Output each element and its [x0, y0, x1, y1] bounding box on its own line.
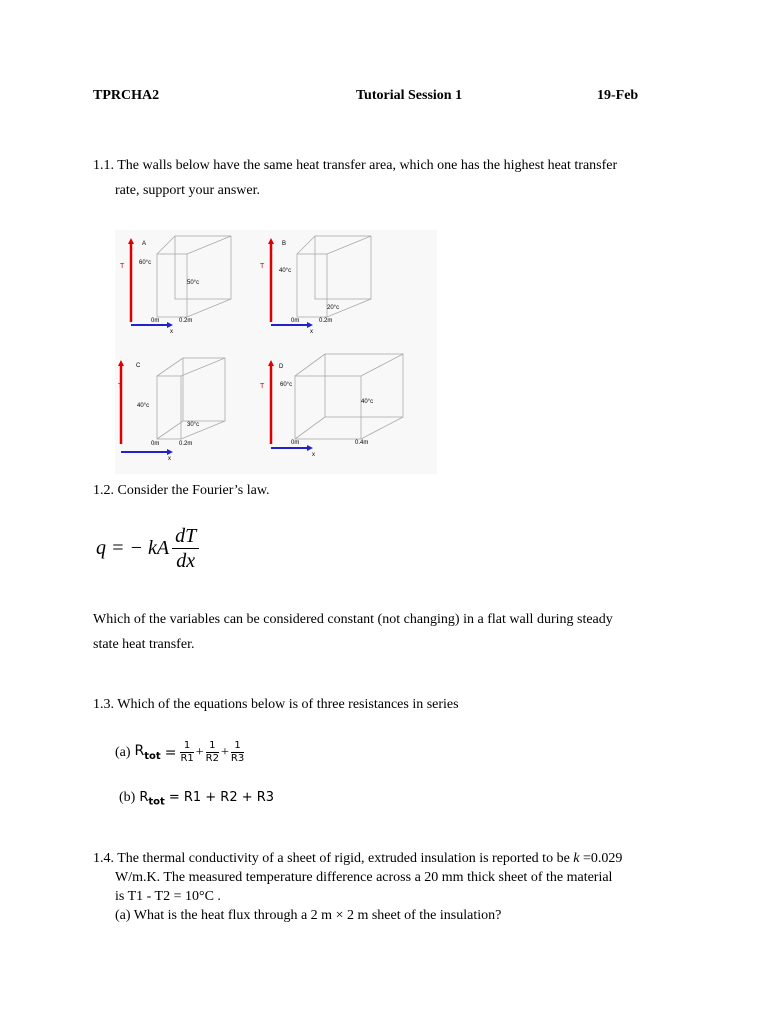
fourier-law-formula: [96, 524, 199, 573]
x-start: 0m: [151, 441, 160, 447]
rtot-symbol: $R_{tot}$: [134, 743, 161, 762]
question-1-1-line1: 1.1. The walls below have the same heat transfer area, which one has the highest heat transfer: [93, 158, 618, 173]
question-1-2: 1.2. Consider the Fourier’s law.: [93, 483, 270, 498]
temp-left: 40°c: [137, 403, 150, 409]
t-axis-label: T: [260, 383, 265, 390]
option-b-equation: [119, 790, 274, 808]
formula-numerator: dT: [172, 524, 199, 549]
wall-label: D: [279, 364, 284, 370]
x-axis-label: x: [312, 452, 315, 458]
x-axis-label: x: [168, 456, 171, 462]
temp-right: 40°c: [361, 399, 374, 405]
option-a-label: (a): [115, 744, 131, 760]
x-end: 0.4m: [355, 440, 369, 446]
formula-lhs: q = − kA: [96, 537, 170, 559]
option-a-equation: [115, 740, 244, 765]
plus-sign: +: [195, 744, 204, 760]
t-axis-label: T: [120, 263, 125, 270]
temp-right: 20°c: [327, 305, 340, 311]
wall-label: A: [142, 241, 147, 247]
question-1-2-body-line1: Which of the variables can be considered constant (not changing) in a flat wall during steady: [93, 612, 613, 627]
option-b-label: (b): [119, 790, 136, 805]
session-date: 19-Feb: [597, 88, 639, 103]
x-end: 0.2m: [319, 318, 333, 324]
fraction-r2: $\frac{1}{R2}$: [205, 740, 219, 764]
course-code: TPRCHA2: [93, 88, 160, 103]
t-axis-label: T: [260, 263, 265, 270]
x-start: 0m: [151, 318, 160, 324]
x-axis-label: x: [170, 329, 173, 335]
x-end: 0.2m: [179, 318, 193, 324]
x-start: 0m: [291, 318, 300, 324]
wall-label: B: [282, 241, 287, 247]
wall-label: C: [136, 363, 141, 369]
fraction-r1: $\frac{1}{R1}$: [180, 740, 194, 764]
figure-background: [115, 230, 437, 474]
x-axis-label: x: [310, 329, 313, 335]
temp-right: 50°c: [187, 280, 200, 286]
t-axis-label: T: [118, 383, 123, 390]
rtot-symbol: $R_{tot}$: [139, 790, 165, 808]
temp-right: 30°c: [187, 422, 200, 428]
question-1-4-line1: 1.4. The thermal conductivity of a sheet of rigid, extruded insulation is reported to be k =0.029: [93, 851, 623, 866]
formula-denominator: dx: [176, 550, 196, 572]
temp-left: 40°c: [279, 268, 292, 274]
question-1-2-body-line2: state heat transfer.: [93, 637, 195, 652]
temp-left: 60°c: [139, 260, 152, 266]
formula-fraction: [172, 524, 199, 573]
equals-sign: =: [164, 744, 177, 761]
question-1-3: 1.3. Which of the equations below is of three resistances in series: [93, 697, 459, 712]
walls-figure: [115, 230, 437, 474]
temp-left: 60°c: [280, 382, 293, 388]
question-1-4-line3: is T1 - T2 = 10°C .: [115, 889, 221, 904]
fraction-r3: $\frac{1}{R3}$: [230, 740, 245, 764]
plus-sign: +: [220, 744, 229, 760]
question-1-4-line2: W/m.K. The measured temperature difference across a 20 mm thick sheet of the material: [115, 870, 613, 885]
option-b-rhs: = R1 + R2 + R3: [168, 790, 275, 805]
question-1-4-line4: (a) What is the heat flux through a 2 m × 2 m sheet of the insulation?: [115, 908, 502, 923]
session-title: Tutorial Session 1: [356, 88, 463, 103]
x-end: 0.2m: [179, 441, 193, 447]
x-start: 0m: [291, 440, 300, 446]
question-1-1-line2: rate, support your answer.: [115, 183, 261, 198]
